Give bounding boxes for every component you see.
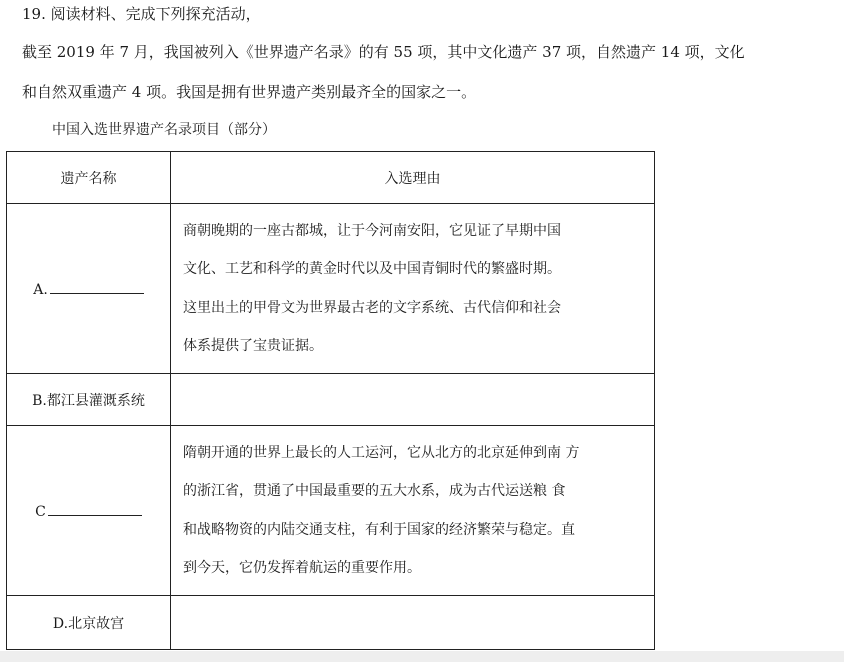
row-c-reason-line-2: 的浙江省，贯通了中国最重要的五大水系，成为古代运送粮 食 xyxy=(183,483,566,499)
question-title: 19. 阅读材料、完成下列探充活动， xyxy=(22,5,261,23)
row-c-name-label: C xyxy=(35,504,46,520)
table-header-row xyxy=(7,152,655,204)
row-a-reason-line-3: 这里出土的甲骨文为世界最古老的文字系统、古代信仰和社会 xyxy=(183,299,561,316)
row-a-reason-line-4: 体系提供了宝贵证据。 xyxy=(183,338,323,354)
intro-paragraph-line-1: 截至 2019 年 7 月，我国被列入《世界遗产名录》的有 55 项，其中文化遗产 37 项，自然遗产 14 项，文化 xyxy=(22,43,745,61)
row-a-answer-blank[interactable] xyxy=(50,279,144,294)
bottom-scroll-strip xyxy=(0,651,844,662)
row-c-reason-cell xyxy=(171,426,655,596)
header-selection-reason: 入选理由 xyxy=(171,152,655,204)
row-b-reason-cell xyxy=(171,374,655,426)
row-c-reason-line-4: 到今天，它仍发挥着航运的重要作用。 xyxy=(183,560,421,576)
table-row-a xyxy=(7,204,655,374)
table-caption: 中国入选世界遗产名录项目（部分） xyxy=(52,122,276,138)
row-a-name-label: A. xyxy=(33,282,48,298)
row-a-reason-line-2: 文化、工艺和科学的黄金时代以及中国青铜时代的繁盛时期。 xyxy=(183,261,561,277)
table-row-b xyxy=(7,374,655,426)
row-c-reason-line-1: 隋朝开通的世界上最长的人工运河，它从北方的北京延伸到南 方 xyxy=(183,444,580,461)
table-row-d xyxy=(7,596,655,650)
row-d-reason-cell xyxy=(171,596,655,650)
row-c-reason-line-3: 和战略物资的内陆交通支柱，有利于国家的经济繁荣与稳定。直 xyxy=(183,521,575,538)
intro-paragraph-line-2: 和自然双重遗产 4 项。我国是拥有世界遗产类别最齐全的国家之一。 xyxy=(22,83,477,101)
row-d-name-cell: D.北京故宫 xyxy=(7,596,171,650)
row-b-name-cell: B.都江县灌溉系统 xyxy=(7,374,171,426)
header-heritage-name: 遗产名称 xyxy=(7,152,171,204)
row-a-reason-cell xyxy=(171,204,655,374)
row-c-answer-blank[interactable] xyxy=(48,501,142,516)
row-a-reason-line-1: 商朝晚期的一座古都城，让于今河南安阳，它见证了早期中国 xyxy=(183,222,561,239)
row-c-name-cell xyxy=(7,426,171,596)
heritage-table xyxy=(6,151,655,650)
table-row-c xyxy=(7,426,655,596)
row-a-name-cell xyxy=(7,204,171,374)
